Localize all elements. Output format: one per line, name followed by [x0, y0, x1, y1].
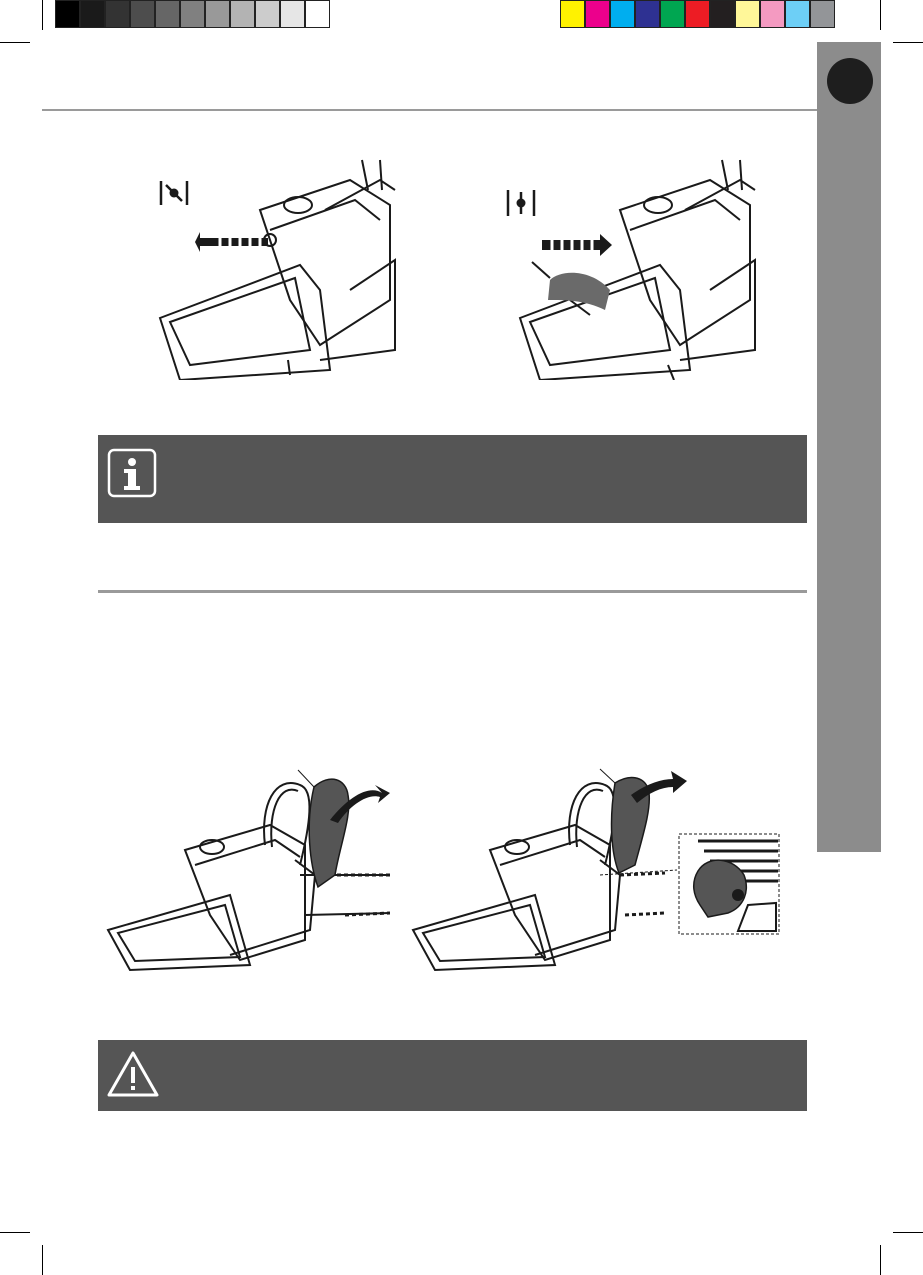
greyscale-swatch: [280, 0, 305, 28]
process-colour-swatch: [710, 0, 735, 28]
header-rule: [42, 109, 817, 111]
greyscale-swatch: [205, 0, 230, 28]
colour-calibration-bar: [560, 0, 835, 30]
greyscale-swatch: [305, 0, 330, 28]
process-colour-swatch: [635, 0, 660, 28]
process-colour-swatch: [585, 0, 610, 28]
greyscale-swatch: [155, 0, 180, 28]
greyscale-calibration-bar: [55, 0, 330, 30]
crop-mark: [42, 1245, 43, 1275]
crop-mark: [880, 1245, 881, 1275]
greyscale-swatch: [105, 0, 130, 28]
section-rule: [98, 590, 807, 593]
crop-mark: [42, 0, 43, 30]
crop-mark: [893, 42, 923, 43]
info-icon: [107, 448, 157, 498]
figure-chain-brake-engaged: [100, 765, 390, 980]
process-colour-swatch: [660, 0, 685, 28]
figure-chain-brake-released: [405, 765, 695, 980]
crop-mark: [0, 42, 30, 43]
greyscale-swatch: [80, 0, 105, 28]
process-colour-swatch: [760, 0, 785, 28]
greyscale-swatch: [180, 0, 205, 28]
side-tab: [817, 42, 881, 852]
greyscale-swatch: [255, 0, 280, 28]
process-colour-swatch: [735, 0, 760, 28]
crop-mark: [0, 1232, 30, 1233]
info-notice: [98, 435, 807, 523]
warning-icon: [106, 1050, 160, 1098]
greyscale-swatch: [55, 0, 80, 28]
choke-open-icon: [505, 189, 537, 217]
process-colour-swatch: [610, 0, 635, 28]
greyscale-swatch: [230, 0, 255, 28]
language-marker: [827, 58, 873, 104]
choke-closed-icon: [158, 180, 190, 206]
figure-choke-open: [510, 150, 760, 380]
process-colour-swatch: [560, 0, 585, 28]
crop-mark: [893, 1232, 923, 1233]
process-colour-swatch: [685, 0, 710, 28]
crop-mark: [880, 0, 881, 30]
brake-detail-inset: [678, 833, 780, 935]
greyscale-swatch: [130, 0, 155, 28]
process-colour-swatch: [785, 0, 810, 28]
process-colour-swatch: [810, 0, 835, 28]
warning-notice: [98, 1040, 807, 1111]
